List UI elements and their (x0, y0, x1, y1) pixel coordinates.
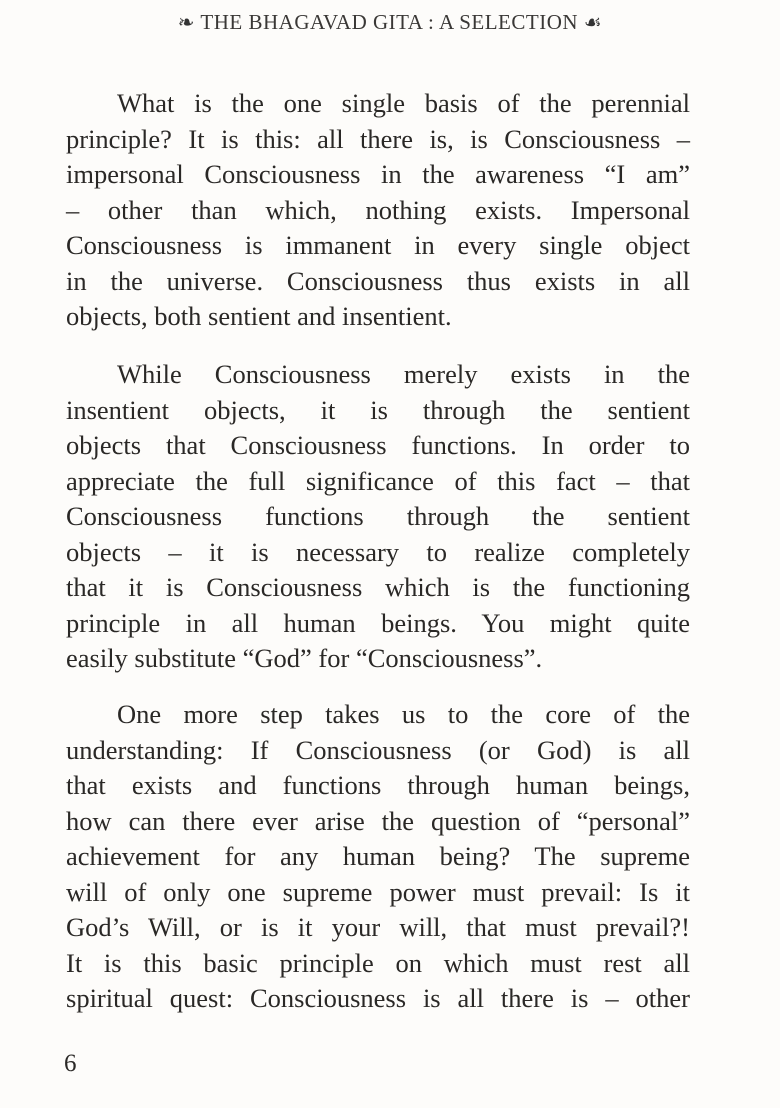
text-line: achievement for any human being? The supreme (66, 841, 690, 871)
page-number: 6 (64, 1050, 77, 1077)
text-line: impersonal Consciousness in the awareness “I am” (66, 159, 690, 189)
text-line: insentient objects, it is through the sentient (66, 394, 690, 425)
text-line: principle in all human beings. You might quite (66, 607, 690, 638)
text-line: What is the one single basis of the perennial (117, 88, 690, 118)
paragraph-3 (66, 697, 690, 1017)
text-line: understanding: If Consciousness (or God) is all (66, 734, 690, 765)
left-ornament-icon: ❧ (177, 12, 196, 34)
text-line: God’s Will, or is it your will, that must prevail?! (66, 912, 690, 942)
text-line: appreciate the full significance of this fact – that (66, 465, 690, 496)
text-line: spiritual quest: Consciousness is all there is – other (66, 983, 690, 1013)
text-line: It is this basic principle on which must rest all (66, 947, 690, 978)
text-line: how can there ever arise the question of “personal” (66, 805, 690, 836)
text-line: objects – it is necessary to realize completely (66, 536, 690, 567)
text-line: Consciousness functions through the sentient (66, 501, 690, 531)
text-line: principle? It is this: all there is, is Consciousness – (66, 123, 690, 154)
text-line: easily substitute “God” for “Consciousness”. (66, 643, 543, 673)
text-line: in the universe. Consciousness thus exists in all (66, 265, 690, 296)
text-line: While Consciousness merely exists in the (117, 359, 690, 389)
text-line: Consciousness is immanent in every single object (66, 230, 690, 260)
text-line: objects, both sentient and insentient. (66, 301, 452, 331)
paragraph-1 (66, 86, 690, 335)
text-line: One more step takes us to the core of the (117, 699, 690, 729)
running-header-title: THE BHAGAVAD GITA : A SELECTION (200, 10, 579, 34)
right-ornament-icon: ☙ (583, 12, 603, 34)
paragraph-2 (66, 357, 690, 677)
text-line: – other than which, nothing exists. Impersonal (66, 194, 690, 225)
text-line: that it is Consciousness which is the functioning (66, 572, 690, 602)
text-line: will of only one supreme power must prevail: Is it (66, 876, 690, 907)
text-line: objects that Consciousness functions. In order to (66, 430, 690, 460)
text-line: that exists and functions through human beings, (66, 770, 690, 800)
running-header (0, 10, 780, 35)
